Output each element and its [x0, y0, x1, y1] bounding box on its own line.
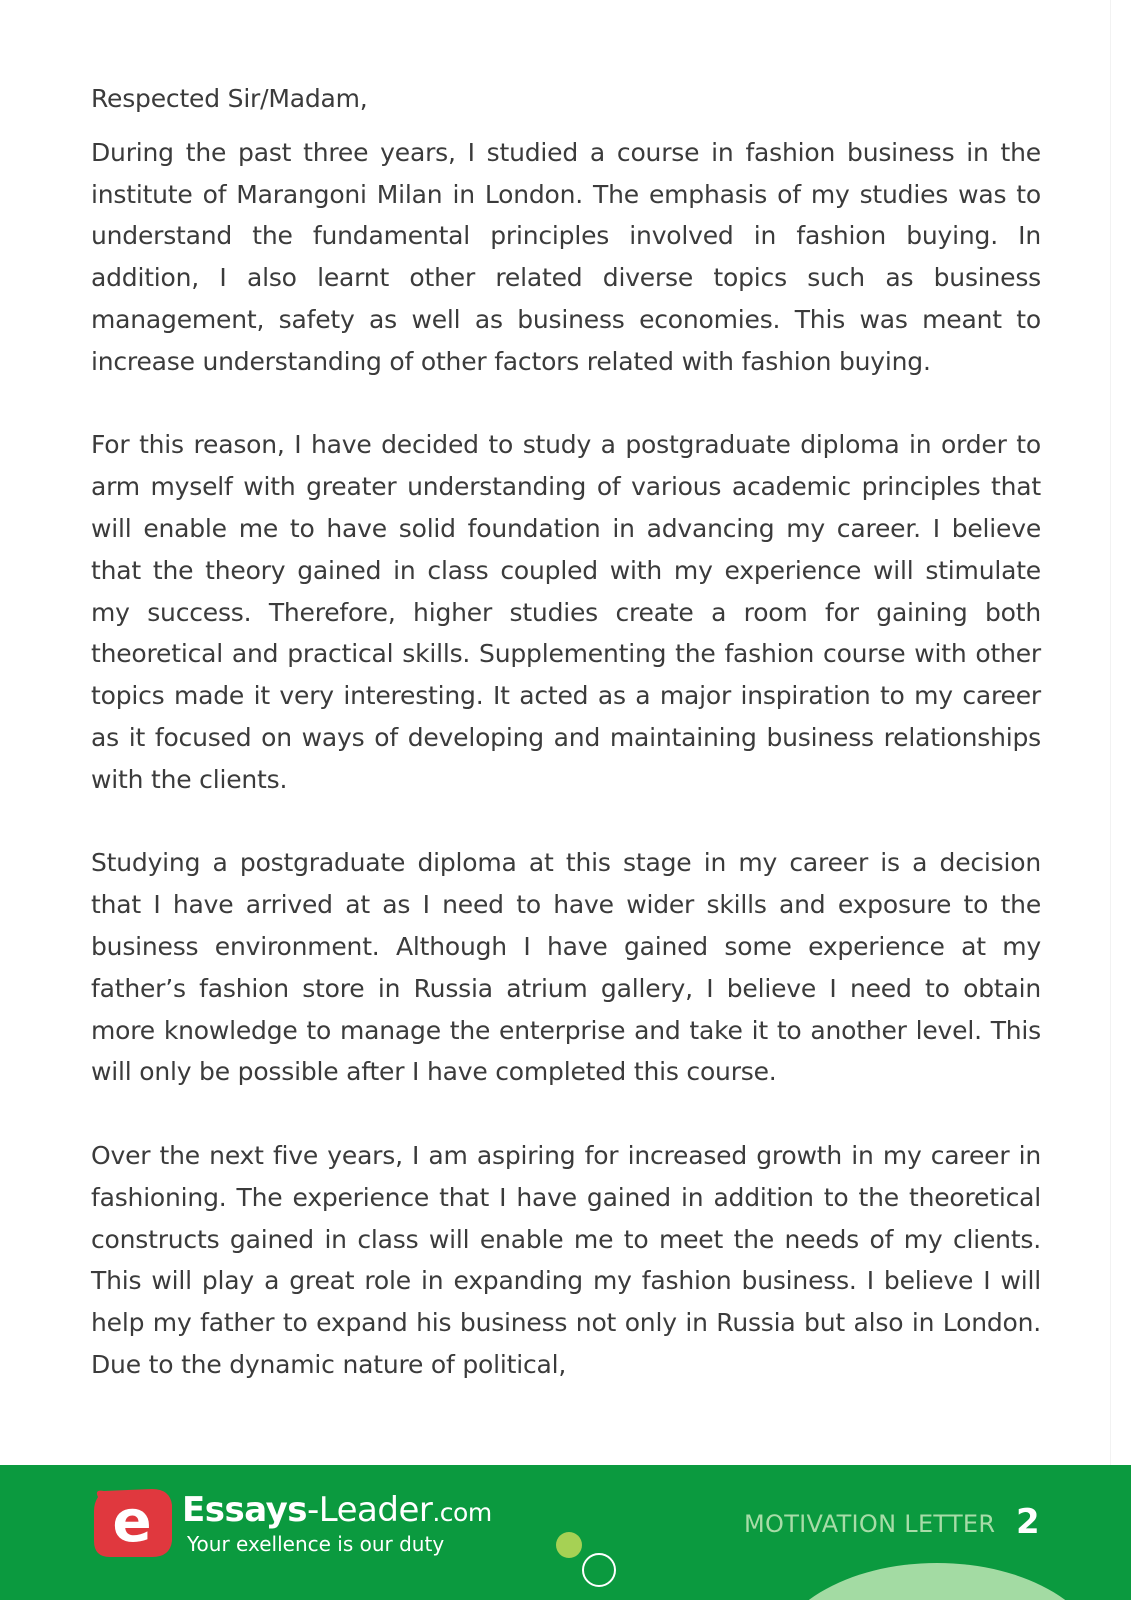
- paragraph-goals: Over the next five years, I am aspiring for increased growth in my career in fashioning. The experience that I have gained in addition to the theoretical constructs gained in class will enable me to meet the needs of my clients. This will play a great role in expanding my fashion business. I believe I will help my father to expand his business not only in Russia but also in London. Due to the dynamic nature of political,: [91, 1140, 1041, 1379]
- document-type-label: MOTIVATION LETTER: [744, 1510, 996, 1538]
- page-edge: [1110, 0, 1131, 1600]
- paragraph-reason: For this reason, I have decided to study a postgraduate diploma in order to arm myself with greater understanding of various academic principles that will enable me to have solid foundation in advancing my career. I believe that the theory gained in class coupled with my experience will stimulate my success. Therefore, higher studies create a room for gaining both theoretical and practical skills. Supplementing the fashion course with other topics made it very interesting. It acted as a major inspiration to my career as it focused on ways of developing and maintaining business relationships with the clients.: [91, 430, 1041, 794]
- brand-name: [182, 1491, 492, 1532]
- logo-badge-icon: [90, 1485, 174, 1561]
- paragraph-education: During the past three years, I studied a course in fashion business in the institute of Marangoni Milan in London. The emphasis of my studies was to understand the fundamental principles involved in fashion buying. In addition, I also learnt other related diverse topics such as business management, safety as well as business economies. This was meant to increase understanding of other factors related with fashion buying.: [91, 137, 1041, 376]
- decorative-ring: [582, 1553, 616, 1587]
- brand-dash: -: [307, 1489, 319, 1530]
- footer-decorative-arc: [772, 1563, 1102, 1600]
- brand-bold: Essays: [182, 1489, 307, 1530]
- brand-logo: [90, 1485, 492, 1561]
- page-footer: [0, 1465, 1131, 1600]
- decorative-dot: [556, 1532, 582, 1558]
- letter-body: [91, 78, 1041, 1386]
- brand-leader: Leader: [318, 1489, 433, 1530]
- logo-letter: e: [112, 1487, 152, 1555]
- logo-wordmark: [182, 1491, 492, 1556]
- salutation: Respected Sir/Madam,: [91, 84, 368, 113]
- paragraph-decision: Studying a postgraduate diploma at this stage in my career is a decision that I have arrived at as I need to have wider skills and exposure to the business environment. Although I have gained some experience at my father’s fashion store in Russia atrium gallery, I believe I need to obtain more knowledge to manage the enterprise and take it to another level. This will only be possible after I have completed this course.: [91, 848, 1041, 1087]
- brand-tagline: Your exellence is our duty: [187, 1531, 445, 1556]
- page-number: 2: [1016, 1502, 1040, 1542]
- brand-tld: .com: [432, 1497, 492, 1527]
